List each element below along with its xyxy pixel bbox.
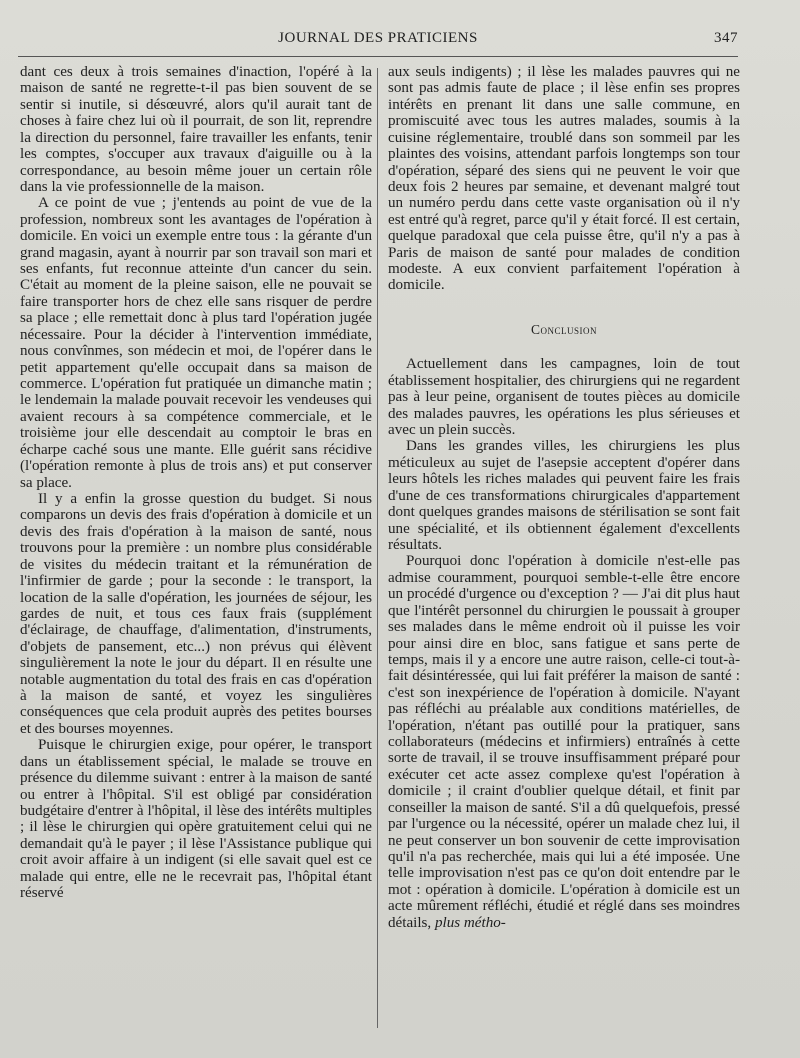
paragraph: A ce point de vue ; j'entends au point de vue de la profession, nombreux sont les avantages de l'opération à domicile. En voici un exemple entre tous : la gérante d'un grand magasin, ayant à nourrir par son travail son mari et ses enfants, fut reconnue atteinte d'un cancer du sein. C'était au moment de la pleine saison, elle ne pouvait se faire transporter hors de chez elle sans risquer de perdre sa place ; elle remettait donc à plus tard l'opération jugée nécessaire. Pour la décider à l'intervention immédiate, nous convînmes, son médecin et moi, de l'opérer dans le petit appartement qu'elle occupait dans sa maison de commerce. L'opération fut pratiquée un dimanche matin ; le lendemain la malade pouvait recevoir les vendeuses qui avaient recours à sa compétence commerciale, et le troisième jour elle descendait au comptoir le bras en écharpe caché sous une mante. Elle guérit sans récidive (l'opération remonte à plus de trois ans) et put conserver sa place. xyxy=(20,195,372,491)
left-column xyxy=(20,64,372,902)
column-divider xyxy=(377,68,378,1028)
paragraph: aux seuls indigents) ; il lèse les malades pauvres qui ne sont pas admis faute de place ; il lèse enfin ses propres intérêts en prenant lit dans une salle commune, en promiscuité avec tous les autres malades, soumis à la cuisine réglementaire, troublé dans son sommeil par les plaintes des voisins, attendant parfois longtemps son tour d'opération, séparé des siens qui ne peuvent le voir que deux fois 2 heures par semaine, et devenant malgré tout un numéro perdu dans cette vaste organisation où il n'y est entré qu'à regret, parce qu'il y était forcé. Il est certain, quelque paradoxal que cela puisse être, qu'il n'y a pas à Paris de maison de santé pour malades de condition modeste. A eux convient parfaitement l'opération à domicile. xyxy=(388,64,740,294)
italic-continuation: plus métho- xyxy=(434,914,506,931)
paragraph-final xyxy=(388,553,740,931)
paragraph: Il y a enfin la grosse question du budget. Si nous comparons un devis des frais d'opération à domicile et un devis des frais d'opération à la maison de santé, nous trouvons pour la première : un nombre plus considérable de visites du médecin traitant et la rémunération de l'infirmier de garde ; pour la seconde : le transport, la location de la salle d'opération, les journées de séjour, les gardes de nuit, et tous ces faux frais (supplément d'éclairage, de chauffage, d'alimentation, d'instruments, d'objets de pansement, etc...) non prévus qui élèvent singulièrement la note le jour du départ. Il en résulte une notable augmentation du total des frais en cas d'opération à la maison de santé, et voyez les singulières conséquences que cela produit auprès des petites bourses et des bourses moyennes. xyxy=(20,490,372,737)
section-heading-conclusion: Conclusion xyxy=(530,321,597,337)
header-rule xyxy=(18,56,738,57)
journal-title: JOURNAL DES PRATICIENS xyxy=(278,30,478,46)
paragraph: Actuellement dans les campagnes, loin de tout établissement hospitalier, des chirurgiens qui ne regardent pas à leur peine, organisent de toutes pièces au domicile des malades pauvres, les opérations les plus sérieuses et avec un plein succès. xyxy=(388,356,740,439)
paragraph: Dans les grandes villes, les chirurgiens les plus méticuleux au sujet de l'asepsie acceptent d'opérer dans leurs hôtels les riches malades qui peuvent faire les frais d'une de ces transformations chirurgicales d'appartement dont quelques grandes maisons de stérilisation se sont fait une spécialité, et ils obtiennent également d'excellents résultats. xyxy=(388,438,740,553)
right-column xyxy=(388,64,740,931)
paragraph-text: Pourquoi donc l'opération à domicile n'est-elle pas admise couramment, pourquoi semble-t-elle être encore un procédé d'urgence ou d'exception ? — J'ai dit plus haut que l'intérêt personnel du chirurgien le poussait à grouper ses malades dans le même endroit où il puisse les voir pour ainsi dire en bloc, sans fatigue et sans perte de temps, mais il y a encore une autre raison, celle-ci tout-à-fait désintéressée, qui lui fait préférer la maison de santé : c'est son inexpérience de l'opération à domicile. N'ayant pas réfléchi au préalable aux conditions matérielles, de l'opération, n'étant pas outillé pour la pratiquer, sans collaborateurs (médecins et infirmiers) entraînés à cette sorte de travail, il se trouve insuffisamment préparé pour exécuter cet acte assez complexe qu'est l'opération à domicile ; il craint d'oublier quelque détail, et finit par conseiller la maison de santé. S'il a dû quelquefois, pressé par l'urgence ou la nécessité, opérer un malade chez lui, il ne peut conserver un bon souvenir de cette improvisation qu'il n'a pas recherchée, mais qui lui a été imposée. Une telle improvisation n'est pas ce qu'on doit entendre par le mot : opération à domicile. L'opération à domicile est un acte mûrement réfléchi, étudié et réglé dans ses moindres détails, xyxy=(388,553,740,931)
running-header xyxy=(18,30,738,50)
paragraph: Puisque le chirurgien exige, pour opérer, le transport dans un établissement spécial, le malade se trouve en présence du dilemme suivant : entrer à la maison de santé ou entrer à l'hôpital. S'il est obligé par considération budgétaire d'entrer à l'hôpital, il lèse des intérêts multiples ; il lèse le chirurgien qui opère gratuitement celui qui ne demandait qu'à le payer ; il lèse l'Assistance publique qui croit avoir affaire à un indigent (si elle savait quel est ce malade qui entre, elle ne le recevrait pas, l'hôpital étant réservé xyxy=(20,737,372,902)
paragraph: dant ces deux à trois semaines d'inaction, l'opéré à la maison de santé ne regrette-t-il pas bien souvent de se sentir si inutile, si désœuvré, alors qu'il aurait tant de choses à faire chez lui où il pourrait, de son lit, reprendre la direction du personnel, faire travailler les enfants, tenir les comptes, s'occuper aux travaux d'aiguille ou à la correspondance, au besoin même jouer un certain rôle dans la vie professionnelle de la maison. xyxy=(20,64,372,195)
page-number: 347 xyxy=(714,30,738,46)
